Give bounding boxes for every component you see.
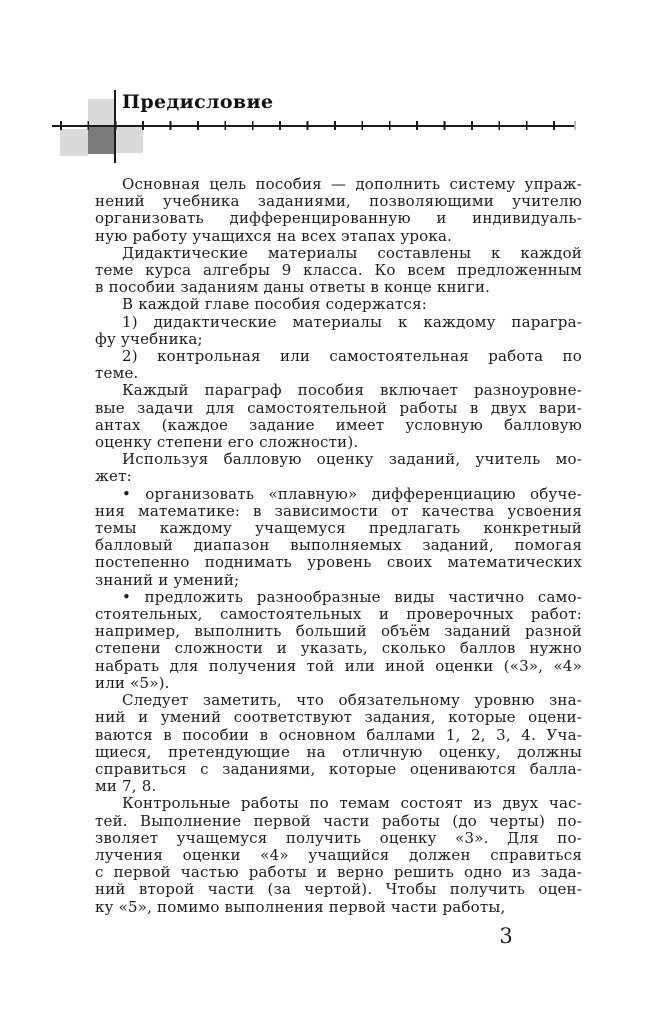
paragraph: [95, 486, 582, 589]
paragraph: [95, 348, 582, 382]
text-line: жет:: [95, 467, 132, 486]
text-line: Дидактические материалы составлены к каждой: [122, 243, 582, 262]
text-line: ний и умений соответствуют задания, которые оцени-: [95, 708, 582, 727]
text-line: лучения оценки «4» учащийся должен справиться: [95, 845, 582, 864]
text-line: ваются в пособии в основном баллами 1, 2, 3, 4. Уча-: [95, 725, 582, 744]
chapter-title: Предисловие: [122, 91, 274, 113]
text-line: тей. Выполнение первой части работы (до черты) по-: [95, 811, 582, 830]
text-line: Основная цель пособия — дополнить систему упраж-: [122, 175, 582, 193]
text-line: набрать для получения той или иной оценки («3», «4»: [95, 656, 582, 675]
paragraph: [95, 245, 582, 297]
decor-vertical-line: [114, 90, 116, 163]
header-rule-ticks: [60, 121, 577, 130]
paragraph: [95, 382, 582, 451]
text-line: Используя балловую оценку заданий, учитель мо-: [122, 450, 582, 469]
text-line: организовать дифференцированную и индивидуаль-: [95, 209, 582, 228]
text-line: степени сложности и указать, сколько баллов нужно: [95, 639, 582, 658]
text-line: стоятельных, самостоятельных и проверочных работ:: [95, 605, 582, 624]
text-line: с первой частью работы и верно решить одно из зада-: [95, 863, 582, 882]
paragraph: [95, 451, 582, 485]
text-line: зволяет учащемуся получить оценку «3». Для по-: [95, 828, 582, 847]
text-line: ную работу учащихся на всех этапах урока.: [95, 226, 453, 245]
text-line: фу учебника;: [95, 329, 203, 348]
text-line: В каждой главе пособия содержатся:: [122, 295, 427, 314]
text-line: Контрольные работы по темам состоят из двух час-: [122, 794, 582, 813]
decor-square-right: [115, 126, 143, 153]
decor-square-center: [88, 126, 115, 154]
decor-square-left: [60, 129, 88, 156]
paragraph: [95, 589, 582, 692]
text-line: в пособии заданиям даны ответы в конце книги.: [95, 278, 491, 297]
text-line: ний второй части (за чертой). Чтобы получить оцен-: [95, 880, 582, 899]
paragraph: [95, 176, 582, 245]
text-line: ния математике: в зависимости от качества усвоения: [95, 501, 582, 520]
paragraph: [95, 296, 582, 313]
text-line: 1) дидактические материалы к каждому парагра-: [122, 312, 582, 331]
text-line: • организовать «плавную» дифференциацию обуче-: [122, 484, 582, 503]
text-line: теме.: [95, 364, 139, 383]
header-rule-endcap: [574, 121, 576, 130]
paragraph: [95, 314, 582, 348]
text-line: Каждый параграф пособия включает разноуровне-: [122, 381, 582, 400]
text-line: справиться с заданиями, которые оцениваются балла-: [95, 759, 582, 778]
text-line: балловый диапазон выполняемых заданий, помогая: [95, 536, 582, 555]
text-line: постепенно поднимать уровень своих математических: [95, 553, 582, 572]
body-text: [95, 176, 582, 916]
text-line: например, выполнить больший объём заданий разной: [95, 622, 582, 641]
text-line: темы каждому учащемуся предлагать конкретный: [95, 519, 582, 538]
text-line: знаний и умений;: [95, 570, 240, 589]
text-line: 2) контрольная или самостоятельная работа по: [122, 347, 582, 366]
text-line: вые задачи для самостоятельной работы в двух вари-: [95, 398, 582, 417]
page-number: 3: [499, 924, 513, 948]
text-line: • предложить разнообразные виды частично само-: [122, 587, 582, 606]
text-line: оценку степени его сложности).: [95, 433, 359, 452]
text-line: теме курса алгебры 9 класса. Ко всем предложенным: [95, 261, 582, 280]
text-line: антах (каждое задание имеет условную балловую: [95, 415, 582, 434]
text-line: ку «5», помимо выполнения первой части работы,: [95, 897, 506, 916]
text-line: нений учебника заданиями, позволяющими учителю: [95, 192, 582, 211]
text-line: щиеся, претендующие на отличную оценку, должны: [95, 742, 582, 761]
text-line: Следует заметить, что обязательному уровню зна-: [122, 691, 582, 710]
text-line: или «5»).: [95, 673, 170, 692]
paragraph: [95, 692, 582, 795]
text-line: ми 7, 8.: [95, 777, 157, 796]
paragraph: [95, 795, 582, 915]
